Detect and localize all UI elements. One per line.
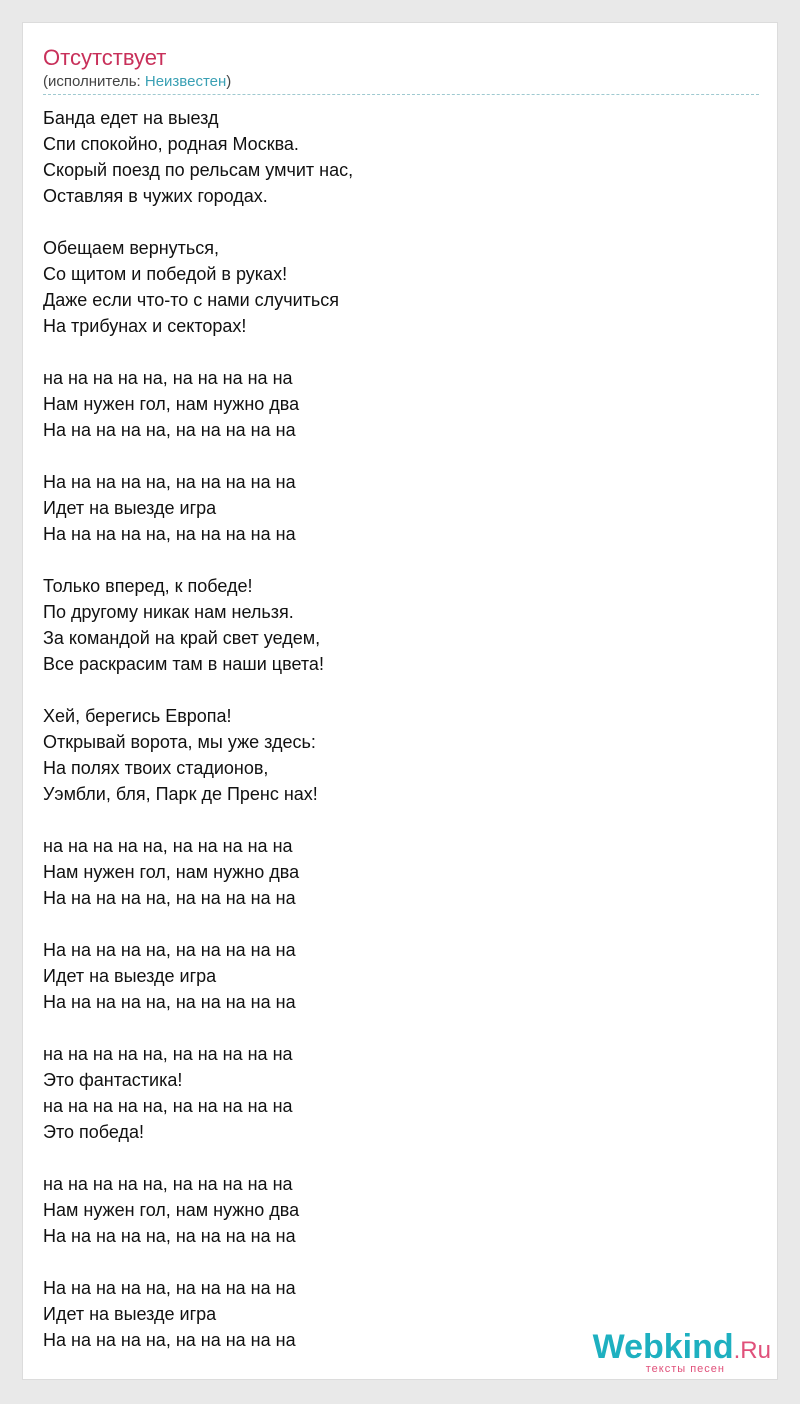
- lyrics-stanza: [43, 1041, 759, 1145]
- lyrics-stanza: [43, 235, 759, 339]
- lyrics-stanza: [43, 703, 759, 807]
- lyrics-line: на на на на на, на на на на на: [43, 1096, 293, 1116]
- logo-tld: .Ru: [733, 1337, 771, 1364]
- lyrics-line: Скорый поезд по рельсам умчит нас,: [43, 160, 354, 180]
- lyrics-line: На на на на на, на на на на на: [43, 888, 296, 908]
- lyrics-line: на на на на на, на на на на на: [43, 836, 293, 856]
- lyrics-stanza: [43, 1171, 759, 1249]
- lyrics-stanza: [43, 937, 759, 1015]
- lyrics-line: Идет на выезде игра: [43, 966, 217, 986]
- title-divider: [43, 94, 759, 95]
- artist-line: [43, 73, 231, 91]
- lyrics-line: По другому никак нам нельзя.: [43, 602, 294, 622]
- lyrics-line: Только вперед, к победе!: [43, 576, 253, 596]
- lyrics-line: На на на на на, на на на на на: [43, 472, 296, 492]
- lyrics-line: Уэмбли, бля, Парк де Пренс нах!: [43, 784, 318, 804]
- lyrics-line: На на на на на, на на на на на: [43, 1330, 296, 1350]
- lyrics-line: На трибунах и секторах!: [43, 316, 247, 336]
- artist-suffix: ): [226, 73, 232, 90]
- song-title: Отсутствует: [43, 45, 167, 70]
- lyrics-stanza: [43, 833, 759, 911]
- lyrics-line: Все раскрасим там в наши цвета!: [43, 654, 324, 674]
- lyrics-line: Это победа!: [43, 1122, 144, 1142]
- lyrics-line: Со щитом и победой в руках!: [43, 264, 288, 284]
- artist-prefix: (исполнитель:: [43, 73, 145, 90]
- logo-tagline: тексты песен: [645, 1363, 725, 1375]
- lyrics-line: На на на на на, на на на на на: [43, 1278, 296, 1298]
- lyrics-line: На на на на на, на на на на на: [43, 1226, 296, 1246]
- lyrics-card: [22, 22, 778, 1380]
- lyrics-line: На на на на на, на на на на на: [43, 940, 296, 960]
- lyrics-line: Оставляя в чужих городах.: [43, 186, 268, 206]
- lyrics-line: Нам нужен гол, нам нужно два: [43, 1200, 300, 1220]
- lyrics-line: Даже если что-то с нами случиться: [43, 290, 339, 310]
- lyrics-line: Это фантастика!: [43, 1070, 183, 1090]
- lyrics-line: Хей, берегись Европа!: [43, 706, 232, 726]
- lyrics-line: Открывай ворота, мы уже здесь:: [43, 732, 316, 752]
- lyrics-line: на на на на на, на на на на на: [43, 368, 293, 388]
- lyrics-line: на на на на на, на на на на на: [43, 1174, 293, 1194]
- lyrics-line: Нам нужен гол, нам нужно два: [43, 862, 300, 882]
- lyrics-stanza: [43, 105, 759, 209]
- logo-brand: Webkind: [592, 1328, 734, 1366]
- site-logo[interactable]: [571, 1329, 771, 1377]
- lyrics-stanza: [43, 573, 759, 677]
- lyrics-line: Нам нужен гол, нам нужно два: [43, 394, 300, 414]
- lyrics-line: Идет на выезде игра: [43, 498, 217, 518]
- lyrics-line: Идет на выезде игра: [43, 1304, 217, 1324]
- lyrics-line: на на на на на, на на на на на: [43, 1044, 293, 1064]
- lyrics-line: На на на на на, на на на на на: [43, 524, 296, 544]
- lyrics-line: Банда едет на выезд: [43, 108, 219, 128]
- lyrics-stanza: [43, 469, 759, 547]
- lyrics-line: Спи спокойно, родная Москва.: [43, 134, 299, 154]
- lyrics-line: На полях твоих стадионов,: [43, 758, 269, 778]
- lyrics-line: На на на на на, на на на на на: [43, 420, 296, 440]
- lyrics-line: На на на на на, на на на на на: [43, 992, 296, 1012]
- lyrics-text: [43, 105, 759, 1379]
- lyrics-line: Обещаем вернуться,: [43, 238, 220, 258]
- lyrics-stanza: [43, 365, 759, 443]
- artist-link[interactable]: Неизвестен: [144, 73, 227, 90]
- lyrics-line: За командой на край свет уедем,: [43, 628, 321, 648]
